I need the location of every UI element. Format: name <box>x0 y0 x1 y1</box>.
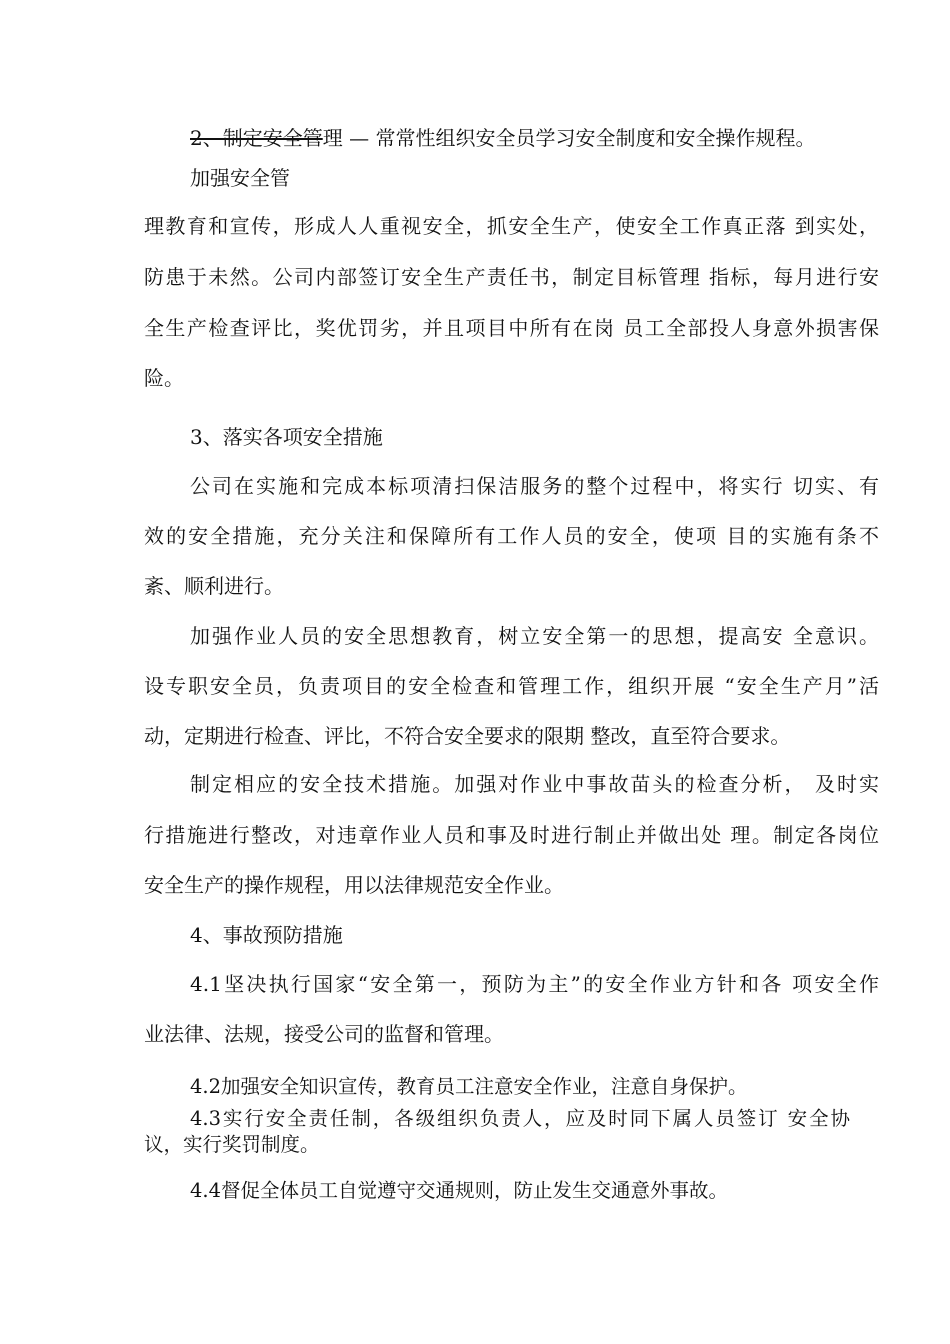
paragraph-line: 公司在实施和完成本标项清扫保洁服务的整个过程中，将实行 切实、有 <box>190 474 879 498</box>
paragraph-line: 业法律、法规，接受公司的监督和管理。 <box>144 1022 504 1046</box>
paragraph-line: 4.1坚决执行国家“安全第一，预防为主”的安全作业方针和各 项安全作 <box>190 972 879 996</box>
paragraph-line: 险。 <box>144 366 184 390</box>
paragraph-line: 4.4督促全体员工自觉遵守交通规则，防止发生交通意外事故。 <box>190 1179 729 1202</box>
paragraph-line: 议，实行奖罚制度。 <box>144 1133 320 1156</box>
paragraph-line: 4.3实行安全责任制，各级组织负责人，应及时同下属人员签订 安全协 <box>190 1107 850 1130</box>
section-2-heading-line <box>190 126 815 150</box>
paragraph-line: 制定相应的安全技术措施。加强对作业中事故苗头的检查分析， 及时实 <box>190 772 879 796</box>
paragraph-line: 加强作业人员的安全思想教育，树立安全第一的思想，提高安 全意识。 <box>190 624 879 648</box>
heading-text: 理 — 常常性组织安全员学习安全制度和安全操作规程。 <box>322 126 816 150</box>
section-4-heading: 4、事故预防措施 <box>190 923 343 947</box>
paragraph-line: 效的安全措施，充分关注和保障所有工作人员的安全，使项 目的实施有条不 <box>144 524 879 548</box>
struck-text: 2、制定安全管 <box>190 126 323 150</box>
paragraph-line: 动，定期进行检查、评比，不符合安全要求的限期 整改，直至符合要求。 <box>144 724 791 748</box>
paragraph-line: 理教育和宣传，形成人人重视安全，抓安全生产，使安全工作真正落 到实处， <box>144 214 879 238</box>
paragraph-line: 行措施进行整改，对违章作业人员和事及时进行制止并做出处 理。制定各岗位 <box>144 823 879 847</box>
paragraph-line: 加强安全管 <box>190 166 290 190</box>
paragraph-line: 全生产检查评比，奖优罚劣，并且项目中所有在岗 员工全部投人身意外损害保 <box>144 316 879 340</box>
paragraph-line: 防患于未然。公司内部签订安全生产责任书，制定目标管理 指标，每月进行安 <box>144 265 879 289</box>
section-3-heading: 3、落实各项安全措施 <box>190 425 383 449</box>
paragraph-line: 4.2加强安全知识宣传，教育员工注意安全作业，注意自身保护。 <box>190 1075 748 1098</box>
paragraph-line: 设专职安全员，负责项目的安全检查和管理工作，组织开展 “安全生产月”活 <box>144 674 879 698</box>
paragraph-line: 安全生产的操作规程，用以法律规范安全作业。 <box>144 873 564 897</box>
paragraph-line: 紊、顺利进行。 <box>144 574 284 598</box>
